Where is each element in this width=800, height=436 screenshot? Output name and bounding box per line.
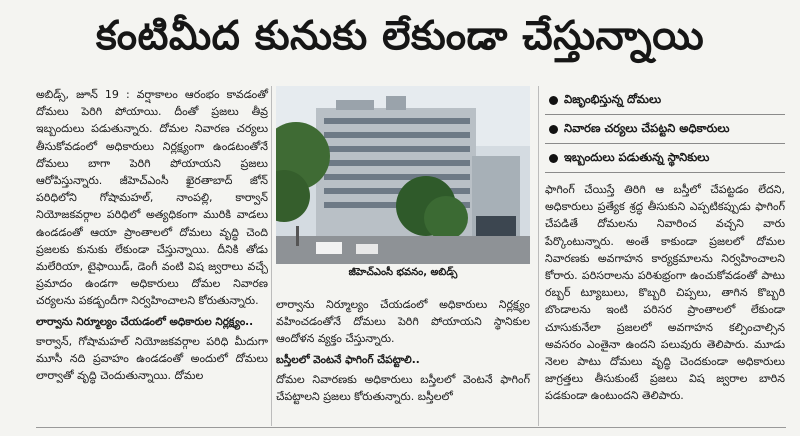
headline: కంటిమీద కునుకు లేకుండా చేస్తున్నాయి	[95, 13, 705, 59]
highlight-text: నివారణ చర్యలు చేపట్టని అధికారులు	[564, 120, 730, 135]
subheading: బస్తీలలో వెంటనే ఫాగింగ్‌ చేపట్టాలి..	[276, 353, 420, 366]
highlight-item	[545, 115, 785, 144]
highlight-item	[545, 86, 785, 115]
paragraph: లార్వాను నిర్మూల్యం చేయడంలో అధికారులు నిర్లక్ష్యం వహించడంతోనే దోమలు పెరిగి పోయాయని స్థానికుల ఆందోళన వ్యక్తం చేస్తున్నారు.	[276, 298, 530, 346]
photo-caption: జీహెచ్‌ఎంసీ భవనం, అబిడ్స్	[348, 267, 458, 278]
highlight-text: ఇబ్బందులు పడుతున్న స్థానికులు	[564, 149, 710, 164]
article-column-1	[36, 86, 268, 384]
paragraph: దోమల నివారణకు అధికారులు బస్తీలలో వెంటనే ఫాగింగ్‌ చేపట్టాలని ప్రజలు కోరుతున్నారు. బస్తీలలో	[276, 372, 530, 404]
building-illustration	[276, 86, 530, 264]
bottom-divider	[36, 427, 786, 428]
building-photo	[276, 86, 530, 264]
article-column-2	[276, 296, 530, 405]
highlight-item	[545, 144, 785, 173]
bullet-icon	[549, 125, 558, 134]
bullet-icon	[549, 96, 558, 105]
bullet-icon	[549, 154, 558, 163]
paragraph: కార్వాన్‌, గోషామహల్‌ నియోజకవర్గాల పరిధి మీదుగా మూసీ నది ప్రవాహం ఉండడంతో అందులో దోమలు లార్వాతో వృద్ధి చెందుతున్నాయి. దోమల	[36, 334, 268, 383]
highlight-text: విజృంభిస్తున్న దోమలు	[564, 91, 662, 106]
paragraph: అబిడ్స్‌, జూన్‌ 19 : వర్షాకాలం ఆరంభం కావడంతో దోమలు పెరిగి పోయాయి. దీంతో ప్రజలు తీవ్ర ఇబ్బందులు పడుతున్నారు. దోమల నివారణ చర్యలు తీసుకోవడంలో అధికారులు నిర్లక్ష్యంగా ఉండటంతోనే దోమలు బాగా పెరిగి పోయాయని ప్రజలు ఆరోపిస్తున్నారు. జీహెచ్‌ఎంసీ ఖైరతాబాద్‌ జోన్‌ పరిధిలోని గోషామహల్‌, నాంపల్లి, కార్వాన్‌ నియోజకవర్గాల పరిధిలో అత్యధికంగా మురికి వాడలు ఉండడంతో ఆయా ప్రాంతాలలో దోమలు వృద్ధి చెంది ప్రజలకు కునుకు లేకుండా చేస్తున్నాయి. దీనికి తోడు మలేరియా, టైఫాయిడ్‌, డెంగీ వంటి విష జ్వరాలు వచ్చే ప్రమాదం ఉండగా అధికారులు దోమల నివారణ చర్యలను పకడ్బందీగా నిర్వహించాలని కోరుతున్నారు.	[36, 88, 268, 308]
subheading: లార్వాను నిర్మూల్యం చేయడంలో అధికారుల నిర్లక్ష్యం..	[36, 315, 254, 328]
column-divider	[271, 86, 272, 426]
article-column-3	[545, 181, 785, 405]
column-divider	[538, 86, 539, 426]
highlights-box	[545, 86, 785, 173]
paragraph: ఫాగింగ్‌ చేయిస్తే తిరిగి ఆ బస్తీలో చేపట్టడం లేదని, అధికారులు ప్రత్యేక శ్రద్ధ తీసుకుని ఎప్పటికప్పుడు ఫాగింగ్‌ చేపడితే దోమలను నివారించ వచ్చని వారు పేర్కొంటున్నారు. అంతే కాకుండా ప్రజలలో దోమల నివారణకు అవగాహన కార్యక్రమాలను నిర్వహించాలని కోరారు. పరిసరాలను పరిశుభ్రంగా ఉంచుకోవడంతో పాటు రబ్బర్‌ ట్యూబులు, కొబ్బరి చిప్పలు, తాగిన కొబ్బరి బొండాలను ఇంటి పరిసర ప్రాంతాలలో లేకుండా చూసుకునేలా ప్రజలలో అవగాహన కల్పించాల్సిన అవసరం ఎంతైనా ఉందని పలువురు తెలిపారు. మూడు నెలల పాటు దోమలు వృద్ధి చెందకుండా అధికారులు జాగ్రత్తలు తీసుకుంటే ప్రజలు విష జ్వరాల బారిన పడకుండా ఉంటుందని తెలిపారు.	[545, 183, 785, 403]
